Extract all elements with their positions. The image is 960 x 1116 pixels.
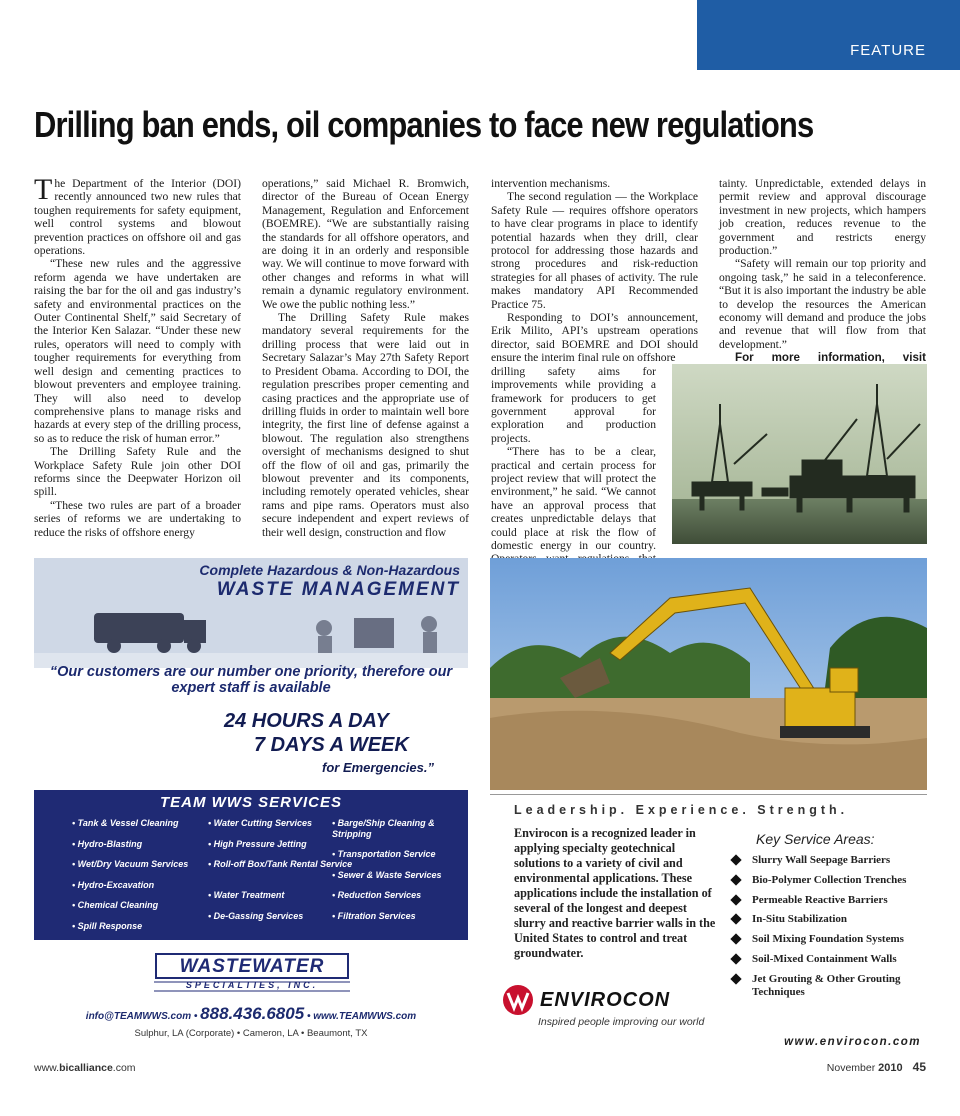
excavator-photo — [490, 558, 927, 790]
article-paragraph: “Safety will remain our top priority and ongoing task,” he said in a teleconference. “But it is also important the industry be able to develop the resources the American economy will demand and produce the jobs and revenue that will flow from that development.” — [719, 257, 926, 351]
footer-year: 2010 — [878, 1062, 903, 1074]
list-item-label: Bio-Polymer Collection Trenches — [752, 873, 907, 886]
list-item-label: Soil-Mixed Containment Walls — [752, 952, 897, 965]
service-item: • Roll-off Box/Tank Rental Service — [208, 859, 353, 869]
service-item: • High Pressure Jetting — [208, 838, 307, 849]
article-paragraph: “These two rules are part of a broader series of reforms we are undertaking to reduce the risks of offshore energy — [34, 498, 241, 539]
service-item: • Hydro-Excavation — [72, 879, 155, 890]
article-paragraph: tainty. Unpredictable, extended delays in permit review and approval discourage investment in new projects, which hampers job creation, reduces revenue to the government and restricts energy production.” — [719, 177, 926, 258]
service-item: • Water Cutting Services — [208, 818, 313, 828]
logo-text: WASTEWATER — [179, 956, 325, 977]
article-column-1 — [34, 173, 241, 539]
contact-line — [34, 1004, 468, 1024]
service-item: • Tank & Vessel Cleaning — [72, 818, 179, 828]
list-item-label: In-Situ Stabilization — [752, 913, 848, 926]
article-column-3 — [491, 177, 698, 579]
separator-dot: • — [306, 1011, 314, 1022]
services-column-1 — [72, 818, 188, 941]
narrow-text-block — [491, 365, 656, 580]
services-column-3 — [332, 818, 468, 931]
list-item — [728, 874, 923, 894]
service-item: • Chemical Cleaning — [72, 900, 159, 910]
article-paragraph: The second regulation — the Workplace Safety Rule — requires offshore operators to have clear programs in place to identify potential hazards when they drill, clear protocol for addressing those hazards and strong procedures and risk-reduction strategies for all phases of activity. The rule makes mandatory API Recommended Practice 75. — [491, 190, 698, 311]
list-item — [728, 854, 923, 874]
list-item — [728, 913, 923, 933]
envirocon-website-link[interactable]: www.envirocon.com — [784, 1036, 921, 1048]
divider — [490, 794, 927, 795]
service-item: • Barge/Ship Cleaning & Stripping — [332, 818, 435, 839]
page-number: 45 — [912, 1060, 926, 1074]
logo-subtext: SPECIALTIES, INC. — [185, 980, 319, 990]
article-headline: Drilling ban ends, oil companies to face new regulations — [34, 104, 814, 145]
address-line: Sulphur, LA (Corporate) • Cameron, LA • Beaumont, TX — [134, 1028, 368, 1039]
envirocon-tagline: Leadership. Experience. Strength. — [514, 803, 849, 817]
envirocon-brand: ENVIROCON — [540, 989, 671, 1011]
diamond-bullet-icon — [730, 854, 741, 865]
footer-site-suffix: .com — [112, 1062, 136, 1074]
diamond-bullet-icon — [730, 894, 741, 905]
service-item: • Spill Response — [72, 920, 143, 931]
services-title: TEAM WWS SERVICES — [159, 794, 342, 811]
envirocon-motto: Inspired people improving our world — [538, 1016, 705, 1028]
ad-banner-photo — [34, 558, 468, 668]
list-item-label: Slurry Wall Seepage Barriers — [752, 854, 891, 866]
article-paragraph: “There has to be a clear, practical and certain process for project review that will protect the environment,” he said. “We cannot have an approval process that creates unpredictable delays that could place at risk the flow of domestic energy in our country. — [491, 445, 656, 552]
hours-line-3: for Emergencies.” — [322, 760, 434, 775]
key-service-title: Key Service Areas: — [756, 831, 875, 847]
article-column-4 — [719, 177, 926, 379]
footer-issue — [827, 1060, 926, 1074]
service-item: • Sewer & Waste Services — [332, 869, 442, 880]
diamond-bullet-icon — [730, 934, 741, 945]
service-item: • Water Treatment — [208, 890, 285, 900]
service-item: • Reduction Services — [332, 890, 422, 900]
key-service-list — [728, 854, 923, 1003]
diamond-bullet-icon — [730, 973, 741, 984]
diamond-bullet-icon — [730, 953, 741, 964]
diamond-bullet-icon — [730, 914, 741, 925]
hours-line-2: 7 DAYS A WEEK — [254, 734, 409, 756]
website-link[interactable]: www.TEAMWWS.com — [313, 1011, 417, 1022]
section-tab: FEATURE — [697, 0, 960, 70]
more-info-label: For more information, visit — [735, 351, 926, 365]
service-item: • Filtration Services — [332, 910, 416, 921]
list-item — [728, 933, 923, 953]
footer-site-bold: bicalliance — [59, 1062, 113, 1074]
wastewater-logo — [154, 952, 350, 992]
service-item: • Hydro-Blasting — [72, 838, 143, 849]
phone-number: 888.436.6805 — [200, 1004, 305, 1023]
paragraph-text: he Department of the Interior (DOI) recently announced two new rules that toughen requirements for safety equipment, well control systems and blowout prevention practices on offshore oil and gas operations. — [34, 177, 241, 258]
article-paragraph: drilling safety aims for improvements while providing a framework for producers to get government approval for exploration and production projects. — [491, 364, 656, 445]
ad-subtitle: Complete Hazardous & Non-Hazardous — [199, 562, 460, 578]
diamond-bullet-icon — [730, 874, 741, 885]
list-item — [728, 894, 923, 914]
services-column-2 — [208, 818, 352, 931]
ad-title: WASTE MANAGEMENT — [216, 579, 460, 600]
envirocon-description: Envirocon is a recognized leader in applying specialty geotechnical solutions to a variety of civil and environmental applications. These applications include the installation of several of the longest and deepest slurry and reactive barrier walls in the United States to control and treat groundwater. — [514, 826, 716, 960]
article-paragraph: operations,” said Michael R. Bromwich, director of the Bureau of Ocean Energy Management, Regulation and Enforcement (BOEMRE). “We are substantially raising the standards for all offshore operators, and are doing it in an orderly and responsible way. We will continue to move forward with other changes and reforms in what will remain a dynamic regulatory environment. We owe the public nothing less.” — [262, 177, 469, 311]
envirocon-ad — [490, 558, 927, 1056]
article-paragraph: Responding to DOI’s announcement, Erik Milito, API’s upstream operations director, said BOEMRE and DOI should ensure the interim final rule on offshore — [491, 311, 698, 365]
hours-line-1: 24 HOURS A DAY — [224, 710, 389, 732]
footer-month: November — [826, 1062, 876, 1074]
article-paragraph — [34, 173, 241, 258]
wastewater-ad — [34, 558, 468, 1046]
dropcap: T — [34, 173, 53, 206]
offshore-rigs-photo — [672, 364, 927, 544]
article-paragraph: The Drilling Safety Rule and the Workplace Safety Rule join other DOI reforms since the Deepwater Horizon oil spill. — [34, 445, 241, 499]
footer-website[interactable] — [34, 1062, 136, 1074]
article-paragraph: “These new rules and the aggressive reform agenda we have undertaken are raising the bar for the oil and gas industry’s safety and environmental practices on the Outer Continental Shelf,” said Secretary of the Interior Ken Salazar. “Under these new rules, operators will need to comply with tougher requirements for everything from well design and cementing practices to blowout preventers and employee training. They will also need to develop comprehensive plans to manage risks and hazards at every step of the drilling process, so as to reduce the risk of human error.” — [34, 257, 241, 445]
list-item — [728, 973, 923, 1003]
list-item-label: Jet Grouting & Other Grouting Techniques — [752, 972, 901, 998]
ad-quote: “Our customers are our number one priority, therefore our expert staff is available — [49, 664, 453, 696]
list-item — [728, 953, 923, 973]
list-item-label: Permeable Reactive Barriers — [752, 893, 888, 906]
service-item: • Wet/Dry Vacuum Services — [72, 859, 189, 869]
article-paragraph: The Drilling Safety Rule makes mandatory several requirements for the drilling process that were laid out in Secretary Salazar’s May 27th Safety Report to President Obama. According to DOI, the regulation prescribes proper cementing and casing practices and the appropriate use of drilling fluids in order to maintain well bore integrity, the first line of defense against a blowout. The regulation also strengthens oversight of mechanisms designed to shut off the flow of oil and gas, primarily the blowout preventer and its components, including remotely operated vehicles, shear rams and pipe rams. Operators must also secure independent and expert reviews of their well design, construction and flow — [262, 311, 469, 539]
service-item: • Transportation Service — [332, 849, 436, 859]
separator-dot: • — [193, 1011, 201, 1022]
services-box — [34, 790, 468, 940]
article-column-2 — [262, 177, 469, 539]
service-item: • De-Gassing Services — [208, 910, 304, 921]
footer-site-prefix: www. — [34, 1062, 60, 1074]
article-paragraph: intervention mechanisms. — [491, 177, 611, 190]
list-item-label: Soil Mixing Foundation Systems — [752, 933, 904, 946]
email-link[interactable]: info@TEAMWWS.com — [85, 1011, 192, 1022]
